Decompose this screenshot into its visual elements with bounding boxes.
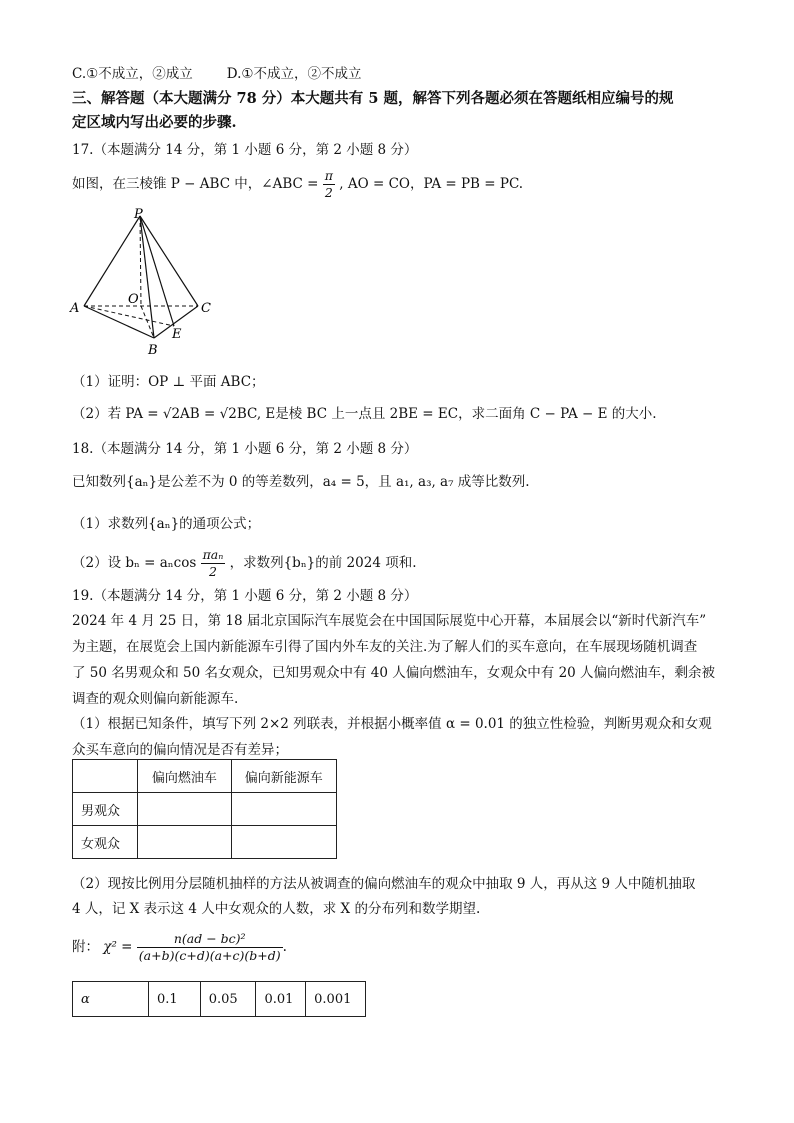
q17-frac-num: π <box>324 168 333 183</box>
section-header-line-2: 定区域内写出必要的步骤. <box>72 114 237 131</box>
q19-paragraph-line-2: 为主题，在展览会上国内新能源车引得了国内外车友的关注.为了解人们的买车意向，在车展现场随机调查 <box>72 639 698 655</box>
appendix-label: 附： <box>72 939 99 955</box>
option-c: C.①不成立，②成立 <box>72 66 193 82</box>
q17-angle-fraction <box>323 168 335 201</box>
table-row <box>73 826 337 859</box>
table-cell-blank <box>138 793 231 826</box>
option-d: D.①不成立，②不成立 <box>226 66 362 82</box>
table-header-cell: 偏向燃油车 <box>138 760 231 793</box>
label-p: P <box>134 207 143 222</box>
q18-frac-den: 2 <box>208 564 217 579</box>
table-row <box>73 793 337 826</box>
table-row-label: 男观众 <box>73 793 138 826</box>
formula-numerator: n(ad − bc)² <box>137 931 283 948</box>
segment-po-dashed <box>140 216 141 306</box>
chi-square-fraction <box>137 931 283 964</box>
table-row-label: 女观众 <box>73 826 138 859</box>
appendix-formula <box>72 929 724 965</box>
q17-intro-b: , AO = CO，PA = PB = PC. <box>339 176 524 192</box>
alpha-value-cell: 0.05 <box>200 982 256 1017</box>
q19-part2-line-1: （2）现按比例用分层随机抽样的方法从被调查的偏向燃油车的观众中抽取 9 人，再从这 9 人中随机抽取 <box>72 876 696 892</box>
q17-intro-a: 如图，在三棱锥 P − ABC 中，∠ABC = <box>72 176 319 192</box>
pyramid-figure <box>66 206 226 361</box>
alpha-value-cell: 0.001 <box>306 982 366 1017</box>
alpha-table <box>72 981 366 1017</box>
label-a: A <box>70 301 80 316</box>
contingency-table <box>72 759 337 859</box>
q19-header: 19.（本题满分 14 分，第 1 小题 6 分，第 2 小题 8 分） <box>72 588 418 604</box>
q18-part2-b: ，求数列{bₙ}的前 2024 项和. <box>229 555 417 571</box>
edge-pe <box>140 216 174 326</box>
alpha-cell: α <box>73 982 149 1017</box>
label-e: E <box>172 327 182 342</box>
q18-part2-a: （2）设 bₙ = aₙcos <box>72 555 197 571</box>
formula-denominator: (a+b)(c+d)(a+c)(b+d) <box>138 948 281 963</box>
table-header-cell: 偏向新能源车 <box>231 760 336 793</box>
q19-part1-line-1: （1）根据已知条件，填写下列 2×2 列联表，并根据小概率值 α = 0.01 的独立性检验，判断男观众和女观 <box>72 716 712 732</box>
section-header-line-1: 三、解答题（本大题满分 78 分）本大题共有 5 题，解答下列各题必须在答题纸相应编号的规 <box>72 90 674 107</box>
segment-ae-dashed <box>84 306 174 326</box>
q17-part1: （1）证明：OP ⊥ 平面 ABC； <box>72 374 265 390</box>
table-header-cell <box>73 760 138 793</box>
q19-paragraph-line-3: 了 50 名男观众和 50 名女观众，已知男观众中有 40 人偏向燃油车，女观众中有 20 人偏向燃油车，剩余被 <box>72 665 716 681</box>
previous-options <box>72 64 724 84</box>
table-row <box>73 982 366 1017</box>
q19-part1-line-2: 众买车意向的偏向情况是否有差异； <box>72 742 288 758</box>
q19-paragraph-line-4: 调查的观众则偏向新能源车. <box>72 691 239 707</box>
q17-frac-den: 2 <box>324 185 333 200</box>
table-cell-blank <box>231 826 336 859</box>
q19-paragraph-line-1: 2024 年 4 月 25 日，第 18 届北京国际汽车展览会在中国国际展览中心开幕，本届展会以“新时代新汽车” <box>72 613 707 629</box>
q18-cos-fraction <box>201 547 226 580</box>
q18-part1: （1）求数列{aₙ}的通项公式； <box>72 516 261 532</box>
label-b: B <box>148 343 158 358</box>
q18-intro: 已知数列{aₙ}是公差不为 0 的等差数列，a₄ = 5，且 a₁, a₃, a₇ 成等比数列. <box>72 474 530 490</box>
formula-end: . <box>282 939 287 955</box>
table-cell-blank <box>138 826 231 859</box>
q18-header: 18.（本题满分 14 分，第 1 小题 6 分，第 2 小题 8 分） <box>72 441 418 457</box>
label-o: O <box>128 292 139 307</box>
q19-part2-line-2: 4 人，记 X 表示这 4 人中女观众的人数，求 X 的分布列和数学期望. <box>72 901 481 917</box>
alpha-value-cell: 0.1 <box>149 982 201 1017</box>
edge-ab <box>84 306 154 338</box>
table-cell-blank <box>231 793 336 826</box>
table-header-row <box>73 760 337 793</box>
pyramid-diagram <box>66 206 226 361</box>
q17-header: 17.（本题满分 14 分，第 1 小题 6 分，第 2 小题 8 分） <box>72 142 418 158</box>
q17-intro <box>72 168 724 201</box>
q18-frac-num: πaₙ <box>202 547 224 562</box>
alpha-value-cell: 0.01 <box>256 982 306 1017</box>
label-c: C <box>201 301 211 316</box>
q18-part2 <box>72 546 724 580</box>
formula-lhs: χ² = <box>103 939 133 955</box>
q17-part2: （2）若 PA = √2AB = √2BC, E是棱 BC 上一点且 2BE = EC，求二面角 C − PA − E 的大小. <box>72 406 657 422</box>
